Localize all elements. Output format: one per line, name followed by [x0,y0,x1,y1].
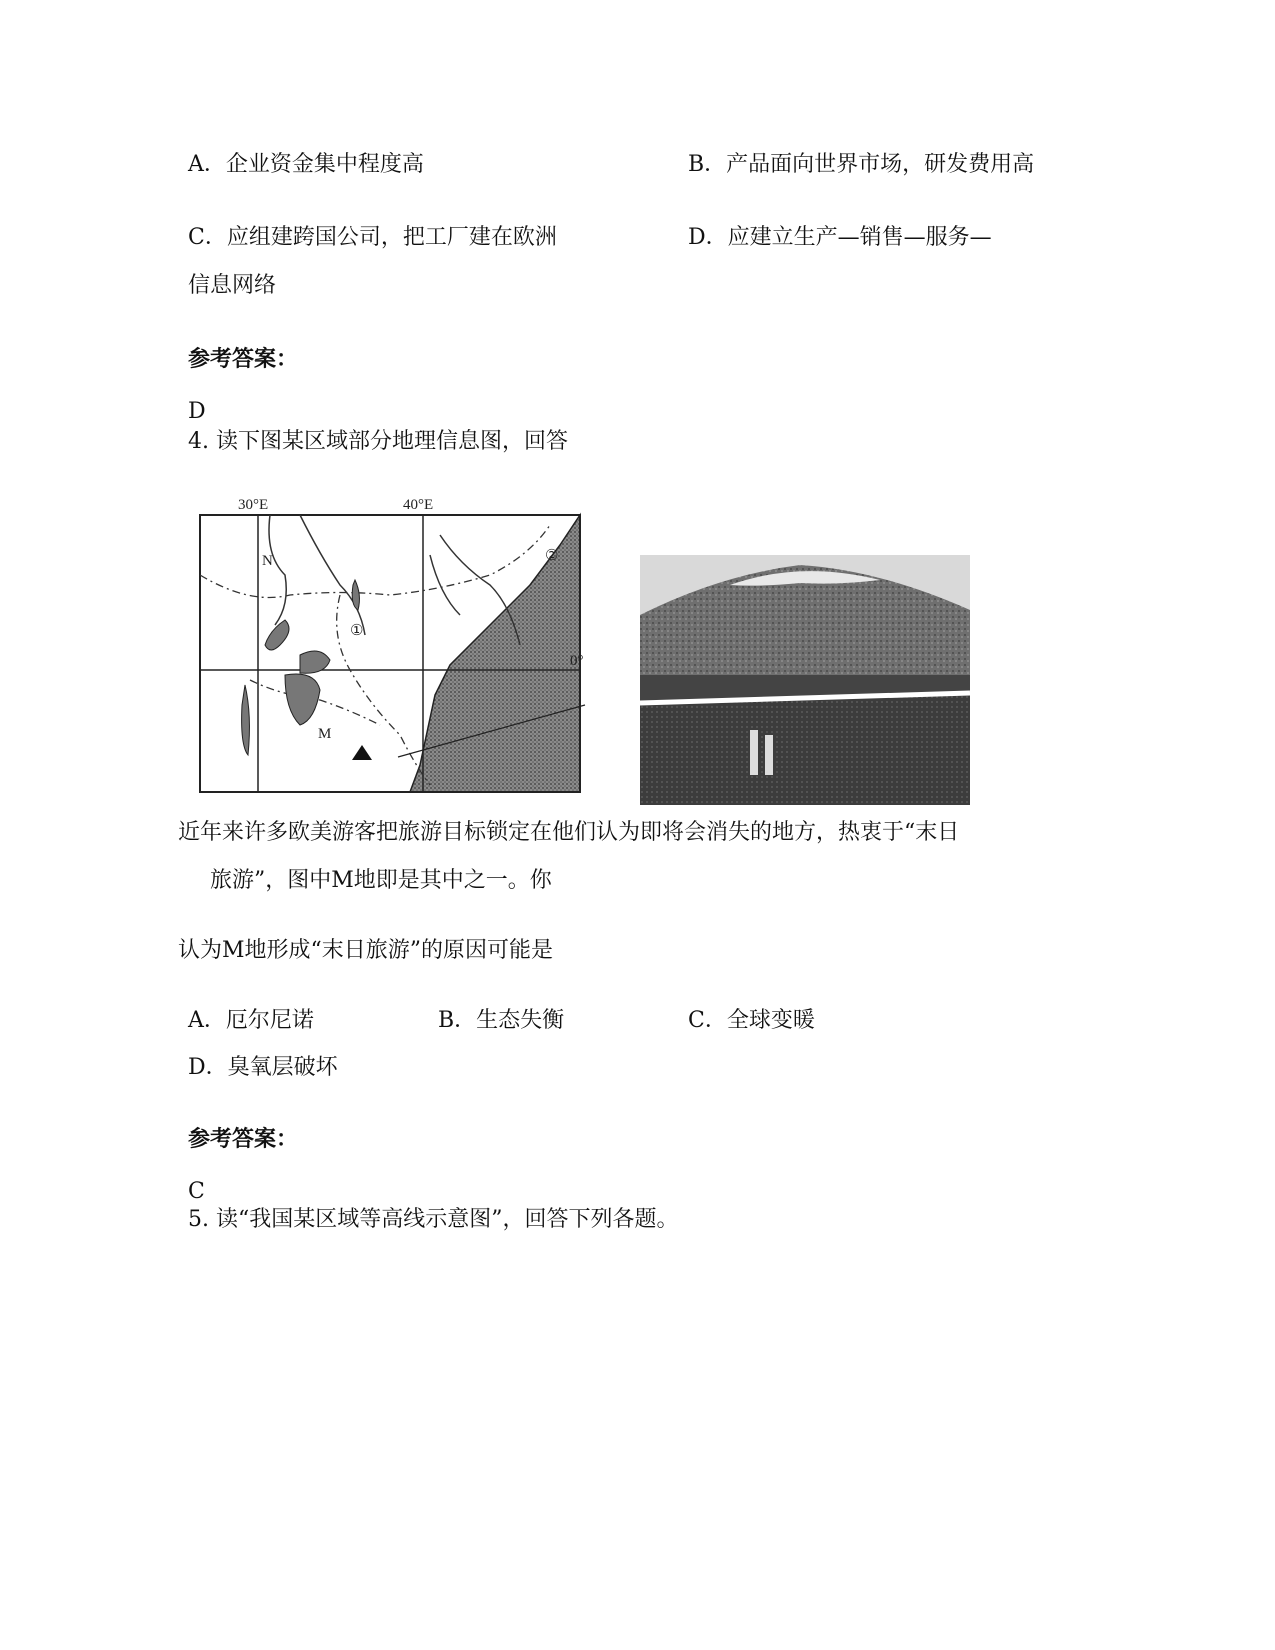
river [300,515,365,635]
q4-option-d: D．臭氧层破坏 [188,1055,338,1080]
q4-answer: C [188,1179,205,1204]
q4-stem: 4. 读下图某区域部分地理信息图，回答 [188,429,568,454]
q3-option-b: B．产品面向世界市场，研发费用高 [688,152,1035,177]
label-2: ② [545,548,559,564]
q3-option-d: D．应建立生产—销售—服务— [688,225,992,250]
q4-paragraph-1-continuation: 旅游”，图中M地即是其中之一。你 [210,868,552,893]
q3-answer: D [188,399,206,424]
lon-40-label: 40°E [403,497,434,513]
equator-label: 0° [570,653,584,669]
lon-30-label: 30°E [238,497,269,513]
q3-option-c: C．应组建跨国公司，把工厂建在欧洲 [188,225,557,250]
lake [265,620,289,650]
q5-stem: 5. 读“我国某区域等高线示意图”，回答下列各题。 [188,1207,679,1232]
mountain-marker [352,745,372,760]
savanna [640,695,970,805]
q4-paragraph-1: 近年来许多欧美游客把旅游目标锁定在他们认为即将会消失的地方，热衷于“末日 [178,820,960,845]
q4-option-c: C．全球变暖 [688,1008,815,1033]
q4-paragraph-2: 认为M地形成“末日旅游”的原因可能是 [178,938,554,963]
n-label: N [262,553,273,569]
q4-option-a: A．厄尔尼诺 [188,1008,314,1033]
river [269,515,286,625]
q3-option-a: A．企业资金集中程度高 [188,152,424,177]
river [430,555,460,615]
lake [242,685,250,755]
border [200,525,550,598]
q4-answer-heading: 参考答案： [188,1127,299,1152]
m-label: M [318,726,332,742]
q4-option-b: B．生态失衡 [438,1008,565,1033]
label-1: ① [350,623,364,639]
region-map-figure [190,495,590,800]
q3-option-d-continuation: 信息网络 [188,273,277,298]
lake [352,580,359,610]
q3-answer-heading: 参考答案： [188,347,299,372]
kilimanjaro-photo [640,555,970,805]
lake-victoria [285,674,320,725]
